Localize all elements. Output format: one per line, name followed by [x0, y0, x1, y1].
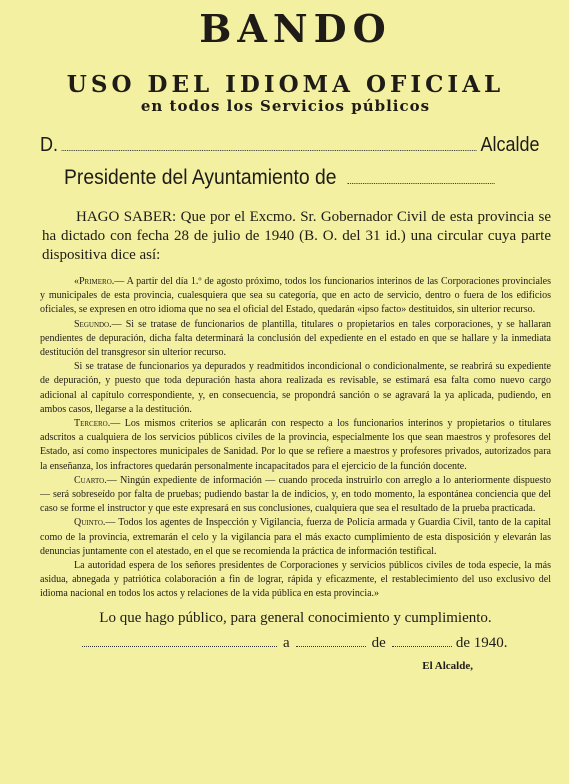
article-label: Cuarto.—	[74, 474, 117, 486]
date-line	[40, 634, 551, 652]
date-de: de	[371, 634, 386, 651]
article-text: Todos los agentes de Inspección y Vigilancia, fuerza de Policía armada y Guardia Civil, tanto de la capital como de la provincia, extremarán el celo y la vigilancia para el más exacto cumplimiento de esta disposición y elevarán las denuncias juntamente con el atestado, en el que se recomienda la práctica de información testifical.	[40, 517, 551, 557]
article-text: Ningún expediente de información — cuando proceda instruirlo con arreglo a lo anteriormente dispuesto — será sobreseído por falta de pruebas; pudiendo bastar la de indicios, y, en todo momento, la espontánea conciencia que del caso se forme el instructor y que este expresará en sus conclusiones, cualquiera que sea el resultado de la prueba practicada.	[40, 474, 551, 515]
d-label: D.	[40, 134, 58, 156]
mayor-name-blank	[62, 134, 477, 151]
signature: El Alcalde,	[422, 659, 473, 672]
document-subtitle-secondary: en todos los Servicios públicos	[140, 97, 431, 115]
article-segundo-cont	[40, 360, 551, 417]
article-text: A partir del día 1.º de agosto próximo, todos los funcionarios interinos de las Corporaciones provinciales y municipales de esta provincia, cualesquiera que sea su categoría, que en acto de servicio, dentro o fuera de los edificios oficiales, se expresen en otro idioma que no sea el oficial del Estado, quedarán «ipso facto» destituidos, sin ulterior recurso.	[40, 276, 551, 316]
article-tercero	[40, 417, 551, 474]
article-text: Si se tratase de funcionarios ya depurados y readmitidos incondicional o condicionalmente, se reabrirá su expediente de depuración, y puesto que toda depuración hasta ahora realizada es revisable, se estimará esa falta como nuevo cargo adicional al capítulo correspondiente, y, en consecuencia, se propondrá sanción o se agravará la ya aplicada, pudiendo, en ambos casos, llegarse a la destitución.	[40, 361, 551, 415]
article-quinto	[40, 516, 551, 559]
date-a: a	[283, 634, 290, 651]
presidente-label: Presidente del Ayuntamiento de	[64, 166, 337, 189]
article-label: Quinto.—	[74, 517, 116, 529]
article-text: La autoridad espera de los señores presidentes de Corporaciones y servicios públicos civiles de toda especie, la más asidua, abnegada y patriótica colaboración a fin de lograr, rápida y eficazmente, el restablecimiento del uso exclusivo del idioma nacional en todos los actos y relaciones de la vida pública en esta provincia.»	[40, 560, 551, 600]
article-label: Tercero.—	[74, 418, 121, 430]
article-final	[40, 559, 551, 602]
article-primero	[40, 275, 551, 318]
date-year: de 1940.	[455, 634, 508, 651]
municipality-blank	[347, 167, 494, 184]
article-text: Los mismos criterios se aplicarán con respecto a los funcionarios interinos y propietarios o titulares adscritos a cualquiera de los servicios públicos civiles de la provincia, especialmente los que sean maestros y profesores del Estado, así como inspectores municipales de Sanidad. Por lo que se refiere a maestros y profesores privados, autorizados para la enseñanza, los infractores quedarán personalmente incapacitados para el ejercicio de la función docente.	[40, 418, 552, 472]
article-segundo	[40, 318, 551, 361]
municipality-row	[64, 166, 512, 190]
day-blank	[296, 634, 366, 647]
intro-paragraph	[42, 208, 551, 265]
month-blank	[392, 634, 452, 647]
article-text: Si se tratase de funcionarios de plantilla, titulares o propietarios en tales corporaciones, y se hallaran pendientes de depuración, dicha falta determinará la conclusión del expediente en el estado en que se hallare y la inmediata destitución del transgresor sin ulterior recurso.	[40, 318, 552, 359]
intro-lead: HAGO SABER:	[76, 209, 177, 225]
article-label: Segundo.—	[74, 318, 122, 330]
closing-statement: Lo que hago público, para general conocimiento y cumplimiento.	[99, 609, 492, 626]
document-subtitle: USO DEL IDIOMA OFICIAL	[66, 71, 505, 98]
article-label: «Primero.—	[74, 276, 125, 287]
mayor-name-row	[40, 134, 540, 157]
alcalde-label: Alcalde	[480, 134, 540, 156]
document-title: BANDO	[199, 6, 392, 51]
intro-text: Que por el Excmo. Sr. Gobernador Civil de esta provincia se ha dictado con fecha 28 de julio de 1940 (B. O. del 31 id.) una circular cuya parte dispositiva dice así:	[42, 209, 551, 263]
articles-block	[40, 275, 551, 602]
place-blank	[82, 634, 277, 647]
article-cuarto	[40, 474, 551, 517]
